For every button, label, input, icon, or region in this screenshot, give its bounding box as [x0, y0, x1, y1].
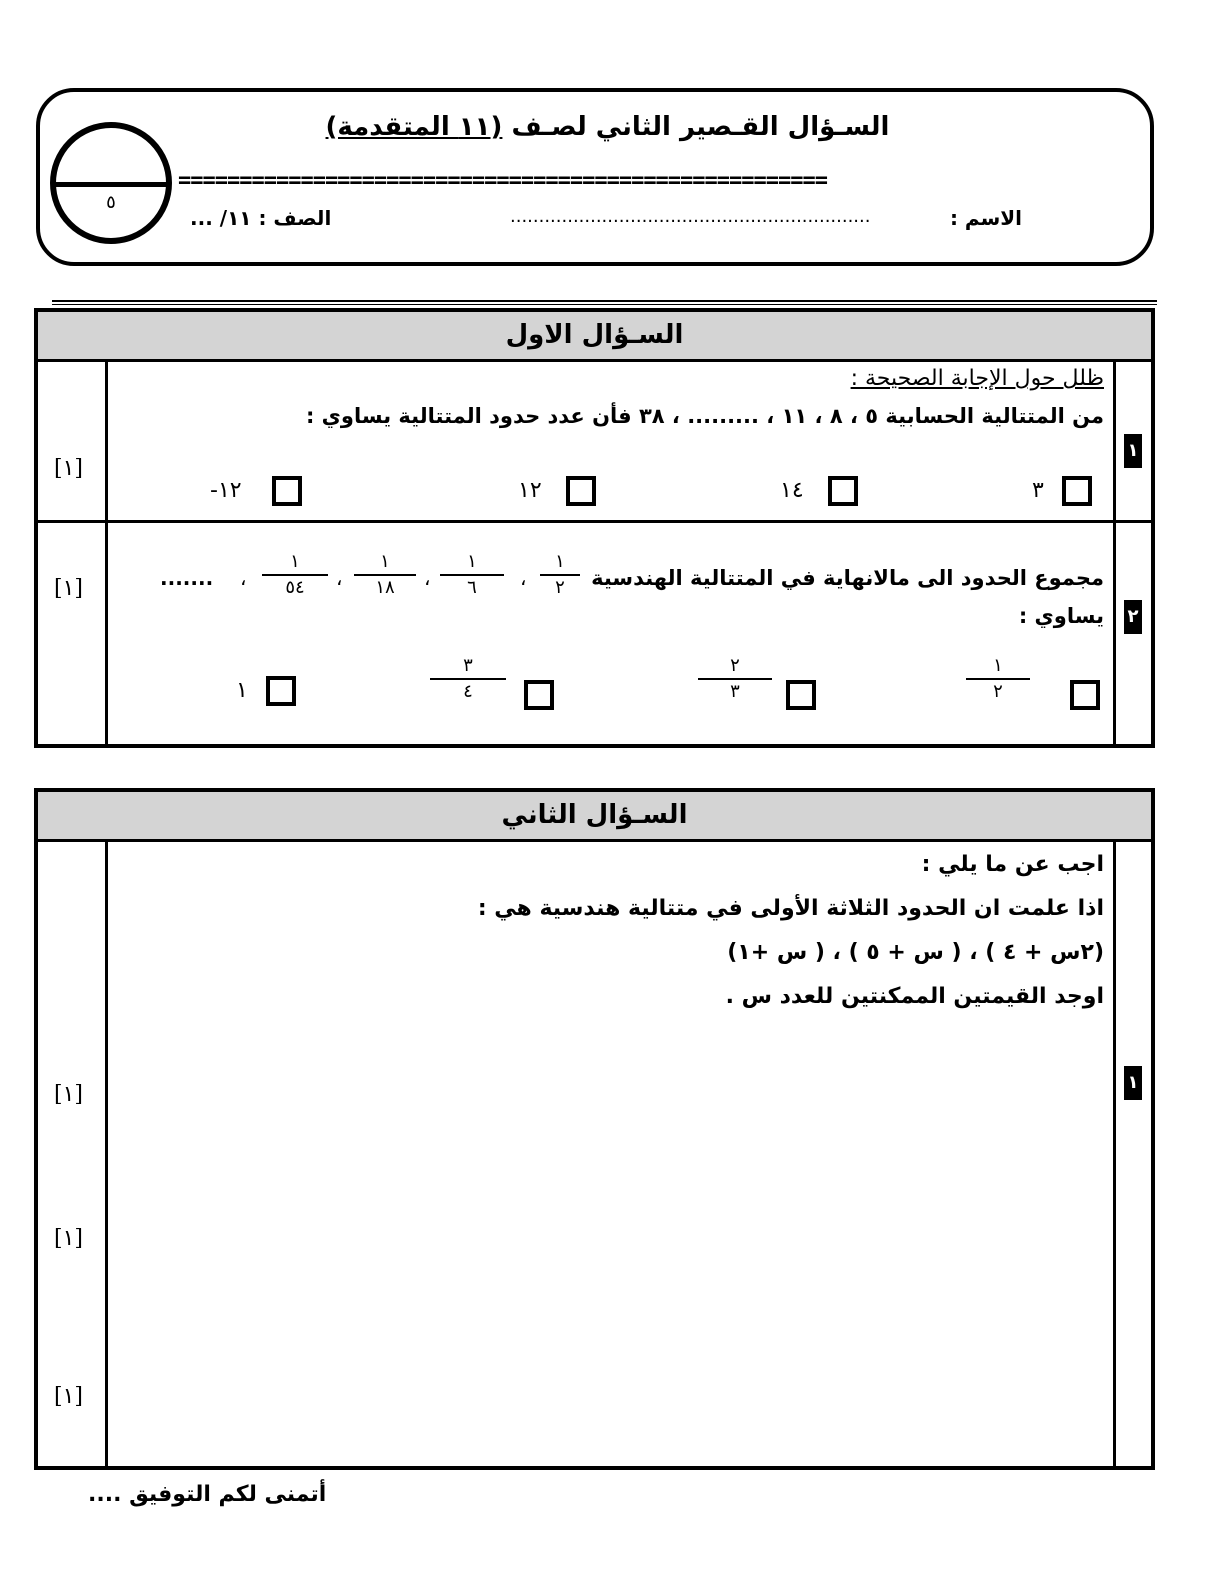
comma: ، [520, 566, 527, 590]
footer-wish: أتمنى لكم التوفيق .... [88, 1482, 327, 1507]
title-text: السـؤال القـصير الثاني لصـف [511, 112, 890, 142]
option-label: ١ [236, 678, 248, 703]
divider-rule-thin [52, 304, 1157, 305]
option-label: ١٢- [210, 478, 242, 503]
sequence-term: ١ ٥٤ [262, 550, 328, 600]
comma: ، [424, 566, 431, 590]
comma: ، [336, 566, 343, 590]
option-fraction: ٣ ٤ [430, 654, 506, 704]
item-mark: [١] [54, 1226, 84, 1251]
page-title [320, 112, 895, 142]
score-divider [56, 182, 166, 187]
question-1-heading: السـؤال الاول [38, 312, 1151, 362]
q2-line: (٢س + ٤ ) ، ( س + ٥ ) ، ( س +١) [727, 940, 1104, 965]
option-checkbox[interactable] [786, 680, 816, 710]
name-label: الاسم : [949, 206, 1022, 230]
q1-item2-text: مجموع الحدود الى مالانهاية في المتتالية الهندسية [591, 566, 1104, 590]
sequence-term: ١ ١٨ [354, 550, 416, 600]
q1-item1-text: من المتتالية الحسابية ٥ ، ٨ ، ١١ ، ......... ، ٣٨ فأن عدد حدود المتتالية يساوي : [305, 404, 1104, 428]
number-column-divider [1113, 362, 1116, 744]
divider-rule [52, 300, 1157, 302]
option-fraction: ٢ ٣ [698, 654, 772, 704]
class-label: الصف : ١١/ ... [190, 206, 332, 230]
option-label: ١٤ [780, 478, 804, 503]
ellipsis: ....... [160, 566, 214, 590]
item-number-badge: ٢ [1124, 600, 1142, 634]
option-checkbox[interactable] [266, 676, 296, 706]
title-separator: ===================================================== [178, 168, 827, 193]
answer-area[interactable] [116, 1030, 1106, 1460]
item-mark: [١] [54, 1082, 84, 1107]
option-checkbox[interactable] [828, 476, 858, 506]
option-checkbox[interactable] [524, 680, 554, 710]
name-field[interactable]: ............................................................... [510, 206, 871, 227]
option-label: ١٢ [518, 478, 542, 503]
q1-item2-text2: يساوي : [1018, 604, 1104, 628]
question-2-heading: السـؤال الثاني [38, 792, 1151, 842]
item-mark: [١] [54, 576, 84, 601]
sequence-term: ١ ٦ [440, 550, 504, 600]
row-divider [38, 520, 1151, 523]
score-total: ٥ [106, 192, 116, 213]
item-number-badge: ١ [1124, 1066, 1142, 1100]
q2-line: اجب عن ما يلي : [921, 852, 1104, 877]
marks-column-divider [105, 362, 108, 744]
marks-column-divider [105, 842, 108, 1466]
item-mark: [١] [54, 1384, 84, 1409]
score-circle [50, 122, 172, 244]
option-checkbox[interactable] [272, 476, 302, 506]
option-label: ٣ [1032, 478, 1044, 503]
option-checkbox[interactable] [1070, 680, 1100, 710]
comma: ، [240, 566, 247, 590]
item-mark: [١] [54, 456, 84, 481]
sequence-term: ١ ٢ [540, 550, 580, 600]
title-grade: (١١ المتقدمة) [325, 112, 503, 142]
option-fraction: ١ ٢ [966, 654, 1030, 704]
q2-line: اوجد القيمتين الممكنتين للعدد س . [725, 984, 1104, 1009]
number-column-divider [1113, 842, 1116, 1466]
option-checkbox[interactable] [566, 476, 596, 506]
option-checkbox[interactable] [1062, 476, 1092, 506]
instruction-text: ظلل حول الإجابة الصحيحة : [850, 366, 1104, 391]
q2-line: اذا علمت ان الحدود الثلاثة الأولى في متتالية هندسية هي : [477, 896, 1104, 921]
item-number-badge: ١ [1124, 434, 1142, 468]
